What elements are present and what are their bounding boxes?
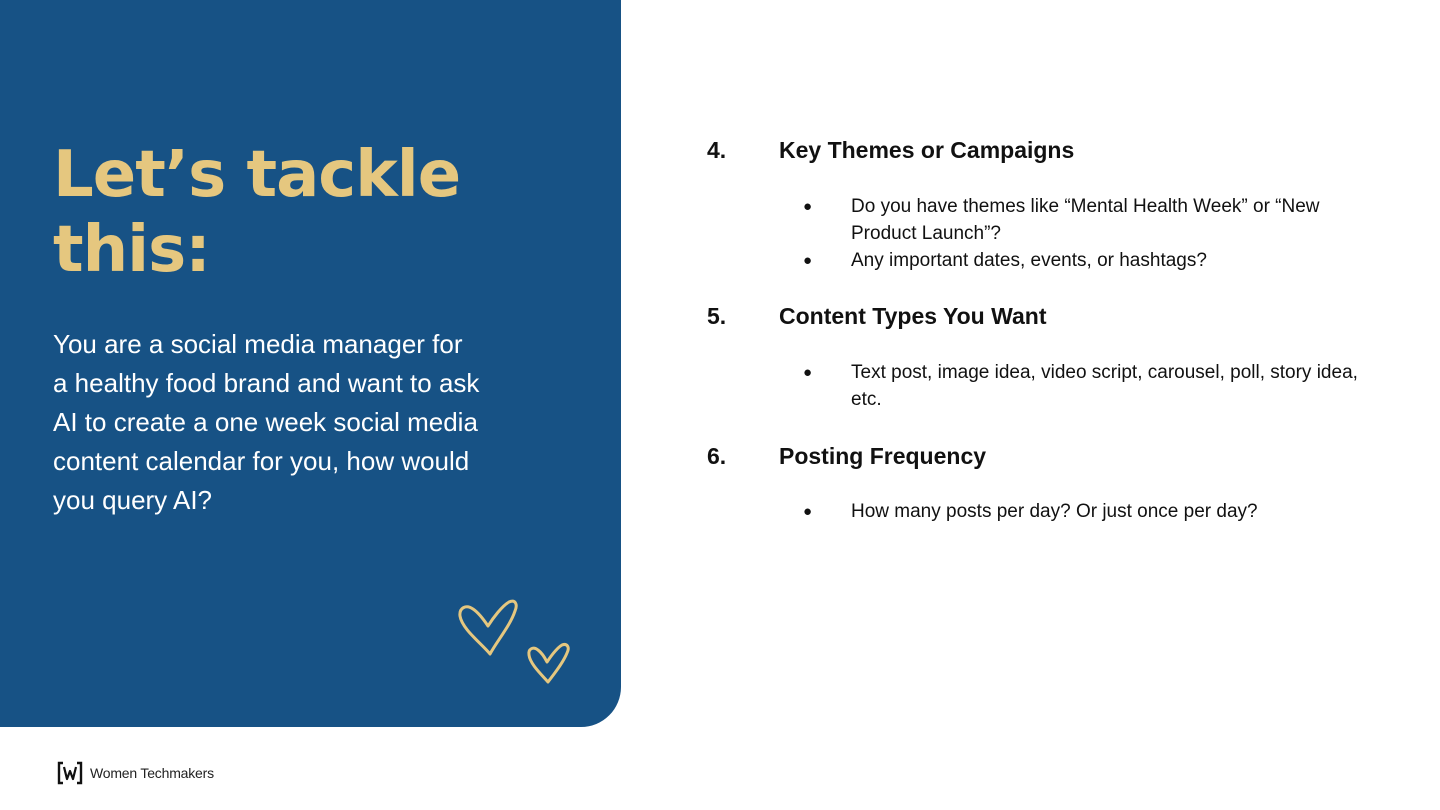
footer-logo — [57, 761, 214, 785]
section-title: Key Themes or Campaigns — [779, 137, 1075, 163]
slide-prompt-text: You are a social media manager for a healthy food brand and want to ask AI to create a one week social media content calendar for you, how would you query AI? — [53, 329, 480, 515]
left-blue-panel — [0, 0, 621, 727]
bullet-list — [707, 193, 1387, 274]
list-item — [707, 247, 1361, 274]
footer-brand-text: Women Techmakers — [90, 765, 214, 781]
bullet-list — [707, 359, 1387, 413]
section-posting-frequency — [707, 443, 1387, 525]
bullet-icon: ● — [803, 252, 813, 269]
women-techmakers-logo-icon — [57, 761, 83, 785]
section-title: Posting Frequency — [779, 443, 987, 469]
list-item — [707, 498, 1361, 525]
bullet-icon: ● — [803, 503, 813, 520]
bullet-text: How many posts per day? Or just once per day? — [851, 501, 1258, 522]
hearts-doodle-icon — [452, 596, 577, 688]
list-item — [707, 359, 1361, 413]
list-item — [707, 193, 1361, 247]
section-number: 4. — [707, 137, 727, 163]
section-number: 6. — [707, 443, 727, 469]
section-content-types — [707, 303, 1387, 413]
bullet-icon: ● — [803, 364, 813, 381]
section-key-themes — [707, 137, 1387, 274]
bullet-text: Any important dates, events, or hashtags? — [851, 250, 1207, 271]
section-number: 5. — [707, 303, 727, 329]
bullet-list — [707, 498, 1387, 525]
bullet-text: Do you have themes like “Mental Health Week” or “New Product Launch”? — [851, 196, 1320, 244]
section-title: Content Types You Want — [779, 303, 1047, 329]
slide-title: Let’s tackle this: — [53, 138, 461, 287]
bullet-icon: ● — [803, 198, 813, 215]
bullet-text: Text post, image idea, video script, carousel, poll, story idea, etc. — [851, 362, 1358, 410]
